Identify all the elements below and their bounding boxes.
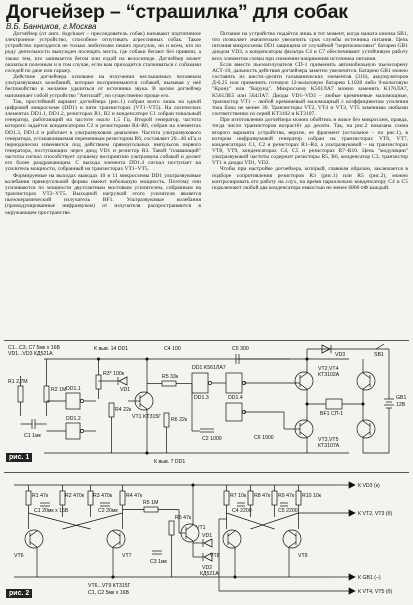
schematic-label: C4 100 — [164, 346, 181, 352]
schematic-label: C1...C3, C7 5мк х 16В — [8, 345, 60, 351]
schematic-label: R3* 100к — [103, 371, 125, 377]
schematic-label: GB1 — [396, 395, 407, 401]
paragraph: При изготовлении догчейзера можно обойтись и вовсе без микросхем, правда, тогда число транзисторов возрастёт до десяти. Так, на рис.2 показана схема второго варианта устройства, верхне, ее фрагмент (остальное – по рис.1), в котором инфразвуковой генератор собран на транзисторах VT6, VT7, конденсаторах C1, C2 и резисторах R1–R4, а ультразвуковой – на транзисторах VT8, VT9, конденсаторах C4, C5 и резисторах R7–R10. Цепь "модуляции" ультразвуковой частоты содержит резисторы R5, R6, конденсатор C3, транзистор VT1 и диоды VD1, VD2. — [212, 117, 408, 167]
schematic-label: DD1.2 — [66, 416, 81, 422]
schematic-label: VT8 — [210, 553, 220, 559]
paragraph: Питание на устройство подаётся лишь в тот момент, когда нажата кнопка SB1, что позволяет значительно увеличить срок службы источника питания. Цепь питания микросхемы DD1 защищена от случайной "переполюсовки" батареи GB1 диодом VD3, а конденсаторы фильтра C4 и C7 обеспечивают устойчивую работу всех элементов схемы при снижении напряжения источника питания. — [212, 31, 408, 62]
paragraph: Формируемые на выходах выводах 10 и 11 микросхемы DD1 ультразвуковые колебания прямоугольной формы имеют небольшую мощность. Поэтому они усиливаются по мощности двухтактным мостовым усилителем, собранным на транзисторах VT2–VT5. Выходной нагрузкой этого усилителя является пьезокерамический излучатель BF1. Ультразвуковые колебания (промодулированные инфразвуком) от излучателя распространяются в окружающем пространстве. — [5, 172, 201, 216]
schematic-label: VD1...VD3 КД521А — [8, 351, 53, 357]
schematic-2-drawing — [4, 473, 409, 600]
schematic-label: VD1 — [120, 387, 131, 393]
schematic-label: VT1 KT315Г — [132, 414, 162, 420]
paragraph: Догчейзер (от англ. dogchaser – преследователь собак) называют портативное электронное устройство, способное отпугивать агрессивных собак. Такое устройство пригодится не только любителям пеших прогулок, но и всем, кто по роду деятельности вынужден посещать места, где собаки бегают без привязи, а также тем, кто занимается бегом или ездой на велосипеде. Догчейзер может оказаться полезным и в том случае, если вам приходится сталкиваться с собаками соседей по даче или гаражу. — [5, 31, 201, 74]
schematic-label: R8 47к — [254, 493, 271, 499]
schematic-label: VT6...VT9 КТ315Г — [88, 583, 131, 589]
schematic-label: DD1.3 — [194, 395, 209, 401]
schematic-label: R4 47к — [126, 493, 143, 499]
paragraph: Чтобы при настройке догчейзера, который, главным образом, заключается в подборе сопротивления резисторов R3 (рис.1) или R5 (рис.2), можно контролировать его работу на слух, на время параллельно конденсатору C4 и C5 подключают любой два конденсатора емкостью не менее 6800 пФ каждый. — [212, 166, 408, 191]
schematic-label: R1 2,7М — [8, 379, 28, 385]
schematic-label: R6 22к — [171, 417, 188, 423]
schematic-label: К выв. 7 DD1 — [154, 459, 186, 465]
paragraph: Если вместо пьезоизлучателя СП-1 применить автомобильную пьезосирену АСТ-10, дальность действия догчейзера заметно увеличится. Батарею GB1 можно составить из шести–десяти гальванических элементов (316), аккумуляторов Д-0,25 или применить готовую 12-вольтовую батарею L1028 либо 9-вольтовую "Крону" или "Корунд". Микросхему K561ЛА7 можно заменить K176ЛА7, K561ЛЕ5 или 564ЛА7. Диоды VD1–VD3 – любые кремниевые маломощные, транзистор VT1 – любой кремниевый маломощный с коэффициентом усиления тока базы не менее 30. Транзисторы VT2, VT4 и VT3, VT5 заменимы любыми соответственно из серий KT3102 и KT3107. — [212, 61, 408, 118]
right-column — [212, 31, 408, 361]
schematic-label: R10 10к — [302, 493, 321, 499]
article-title: Догчейзер – “страшилка” для собак — [6, 1, 348, 23]
schematic-label: К VT4, VT5 (б) — [358, 589, 393, 595]
left-column — [5, 31, 201, 339]
schematic-label: DD1 K561ЛА7 — [192, 365, 226, 371]
schematic-label: R6 47к — [175, 515, 192, 521]
schematic-label: R4 22к — [115, 407, 132, 413]
schematic-label: C1, C2 5мк х 16В — [88, 590, 130, 596]
schematic-label: C2 20мк — [98, 508, 118, 514]
schematic-label: VT2,VT4 — [318, 366, 339, 372]
schematic-label: C4 2200 — [232, 508, 252, 514]
schematic-label: VT6 — [14, 553, 24, 559]
schematic-label: К VD3 (к) — [358, 483, 380, 489]
schematic-label: VD1 — [202, 533, 213, 539]
figure-1-schematic — [4, 340, 409, 472]
schematic-label: R3 470к — [93, 493, 112, 499]
schematic-1-drawing — [4, 341, 409, 472]
schematic-label: C3 1мк — [150, 559, 167, 565]
schematic-label: К VT2, VT3 (б) — [358, 511, 393, 517]
paragraph: Так, простейший вариант догчейзера (рис.1) собран всего лишь на одной цифровой микросхеме (DD1) и пяти транзисторах (VT1–VT5). На логических элементах DD1.1, DD1.2, резисторах R1, R2 и конденсаторе C1 собран тональный генератор, работающий на частоте около 1,5 Гц. Второй генератор, частота которого задаётся конденсатором C2 и резисторами R4–R6, собран на элементах DD1.3, DD1.4 и работает в ультразвуковом диапазоне. Частота ультразвукового генератора, устанавливаемая переменным резистором R6, составляет 20...40 кГц и периодически изменяется под действием прямоугольных импульсов первого генератора, поступающих через диод VD1 и резистор R3. Такой "плавающий" частоты сигнал способствует лучшему восприятию ультразвука собакой и делает его более раздражающим. С выхода элемента DD1.4 сигнал поступает на усилитель мощности, собранный на транзисторах VT1–VT5. — [5, 98, 201, 173]
schematic-label: BF1 СП-1 — [320, 411, 344, 417]
schematic-label: КТ3102А — [318, 372, 340, 378]
schematic-label: VT9 — [298, 553, 308, 559]
schematic-label: C1 1мк — [24, 433, 41, 439]
schematic-label: R2 1М — [51, 387, 67, 393]
article-author: В.Б. Банников, г.Москва — [6, 22, 97, 31]
schematic-label: R7 10к — [230, 493, 247, 499]
schematic-label: R2 470к — [65, 493, 84, 499]
schematic-label: КД521А — [200, 571, 219, 577]
schematic-label: R1 47к — [32, 493, 49, 499]
schematic-label: C2 1000 — [202, 436, 222, 442]
figure-2-schematic — [4, 472, 409, 600]
schematic-label: VD2 — [202, 565, 213, 571]
schematic-label: К GB1 (–) — [358, 575, 381, 581]
schematic-label: 12В — [396, 402, 406, 408]
schematic-label: VT7 — [122, 553, 132, 559]
schematic-label: VT1 — [196, 525, 206, 531]
schematic-label: C1 20мк х 16В — [34, 508, 69, 514]
schematic-label: C5 2200 — [278, 508, 298, 514]
schematic-label: VT3,VT5 — [318, 437, 339, 443]
schematic-label: C5 300 — [232, 346, 249, 352]
schematic-label: DD1.1 — [66, 386, 81, 392]
schematic-label: R5 1М — [143, 500, 159, 506]
figure-2-label: рис. 2 — [6, 589, 32, 598]
schematic-label: КТ3107А — [318, 443, 340, 449]
figure-1-label: рис. 1 — [6, 453, 32, 462]
schematic-label: К выв. 14 DD1 — [94, 346, 129, 352]
paragraph: Действие догчейзера основано на излучении неслышимых человеком ультразвуковых колебаний, которые воспринимаются собакой, вызывая у неё беспокойство и желание удалиться от источника звука. В целом догчейзер напоминает собой устройство "Антилай", но существенно проще его. — [5, 74, 201, 99]
schematic-label: R9 47к — [278, 493, 295, 499]
schematic-label: DD1.4 — [228, 395, 243, 401]
schematic-label: VD3 — [335, 352, 346, 358]
schematic-label: SB1 — [374, 352, 384, 358]
schematic-label: C6 1000 — [254, 435, 274, 441]
schematic-label: R5 33к — [162, 374, 179, 380]
